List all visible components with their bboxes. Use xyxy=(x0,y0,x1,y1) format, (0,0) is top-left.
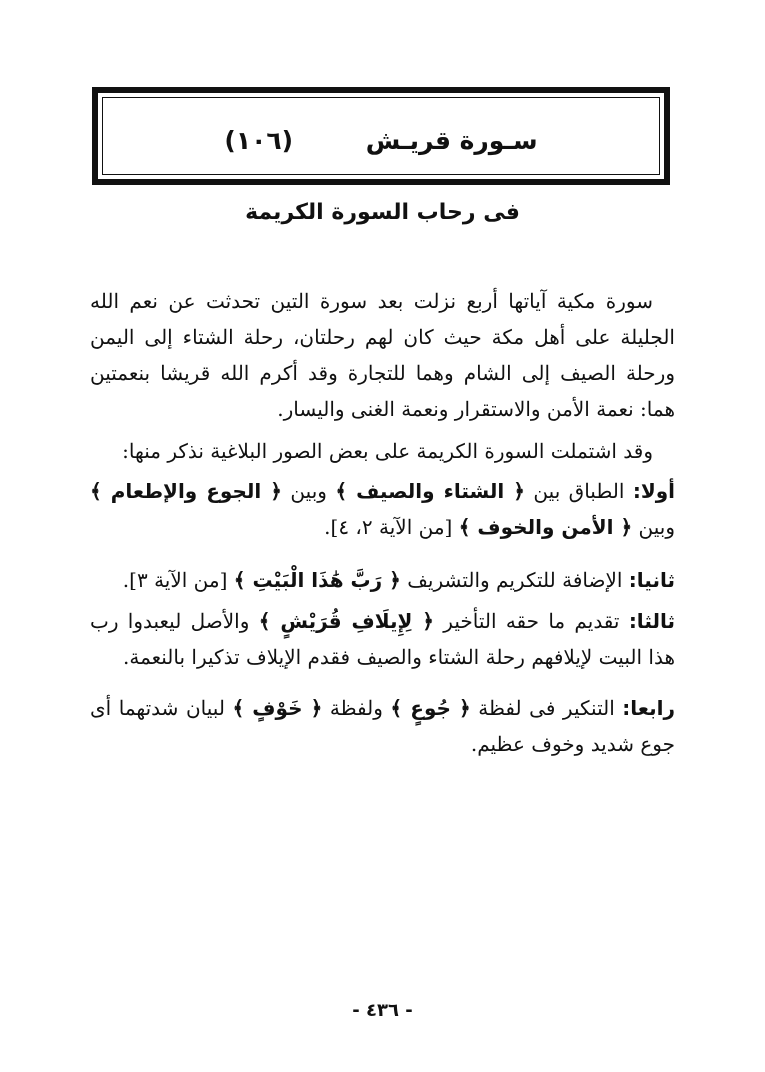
third-point-text-1: تقديم ما حقه التأخير xyxy=(434,609,629,633)
quran-quote-lord-of-house: ﴿ رَبَّ هَٰذَا الْبَيْتِ ﴾ xyxy=(233,568,401,592)
quran-quote-ilaf-quraysh: ﴿ لِإِيلَافِ قُرَيْشٍ ﴾ xyxy=(258,609,434,633)
surah-title-inner-border xyxy=(102,97,660,175)
surah-number: (١٠٦) xyxy=(224,126,294,155)
third-point xyxy=(90,603,675,675)
fourth-point-text-3: لبيان شدتهما أى جوع شديد وخوف عظيم. xyxy=(90,696,675,756)
surah-title xyxy=(103,126,659,155)
section-subtitle: فى رحاب السورة الكريمة xyxy=(245,200,520,225)
rhetoric-intro-paragraph xyxy=(90,433,675,469)
fourth-point-label: رابعا: xyxy=(622,696,675,720)
rhetoric-intro-text: وقد اشتملت السورة الكريمة على بعض الصور البلاغية نذكر منها: xyxy=(122,439,653,463)
surah-name: سـورة قريـش xyxy=(365,126,538,155)
second-point-text-1: الإضافة للتكريم والتشريف xyxy=(400,568,629,592)
surah-title-frame xyxy=(92,87,670,185)
first-point-text-4: [من الآية ٢، ٤]. xyxy=(324,515,459,539)
first-point-paragraph xyxy=(90,473,675,545)
quran-quote-security-fear: ﴿ الأمن والخوف ﴾ xyxy=(458,515,633,539)
second-point xyxy=(90,562,675,598)
intro-text: سورة مكية آياتها أربع نزلت بعد سورة التين تحدثت عن نعم الله الجليلة على أهل مكة حيث كان لهم رحلتان، رحلة الشتاء إلى اليمن ورحلة الصيف إلى الشام وهما للتجارة وقد أكرم الله قريشا بنعمتين هما: نعمة الأمن والاستقرار ونعمة الغنى واليسار. xyxy=(90,289,675,421)
first-point xyxy=(90,473,675,545)
quran-quote-hunger-feeding: ﴿ الجوع والإطعام ﴾ xyxy=(90,479,282,503)
intro-paragraph xyxy=(90,283,675,427)
quran-quote-fear: ﴿ خَوْفٍ ﴾ xyxy=(232,696,323,720)
quran-quote-winter-summer: ﴿ الشتاء والصيف ﴾ xyxy=(335,479,525,503)
fourth-point xyxy=(90,690,675,762)
first-point-text-3: وبين xyxy=(632,515,675,539)
second-point-text-2: [من الآية ٣]. xyxy=(122,568,234,592)
first-point-text-2: وبين xyxy=(282,479,336,503)
fourth-point-text-1: التنكير فى لفظة xyxy=(470,696,623,720)
third-point-text-2: والأصل ليعبدوا رب هذا البيت لإيلافهم رحلة الشتاء والصيف فقدم الإيلاف تذكيرا بالنعمة. xyxy=(90,609,675,669)
third-point-label: ثالثا: xyxy=(628,609,676,633)
quran-quote-hunger: ﴿ جُوعٍ ﴾ xyxy=(390,696,471,720)
page-number: - ٤٣٦ - xyxy=(352,1000,413,1021)
first-point-text-1: الطباق بين xyxy=(525,479,633,503)
third-point-paragraph xyxy=(90,603,675,675)
first-point-label: أولا: xyxy=(632,479,676,503)
second-point-paragraph xyxy=(90,562,675,598)
fourth-point-paragraph xyxy=(90,690,675,762)
fourth-point-text-2: ولفظة xyxy=(322,696,391,720)
second-point-label: ثانيا: xyxy=(628,568,675,592)
